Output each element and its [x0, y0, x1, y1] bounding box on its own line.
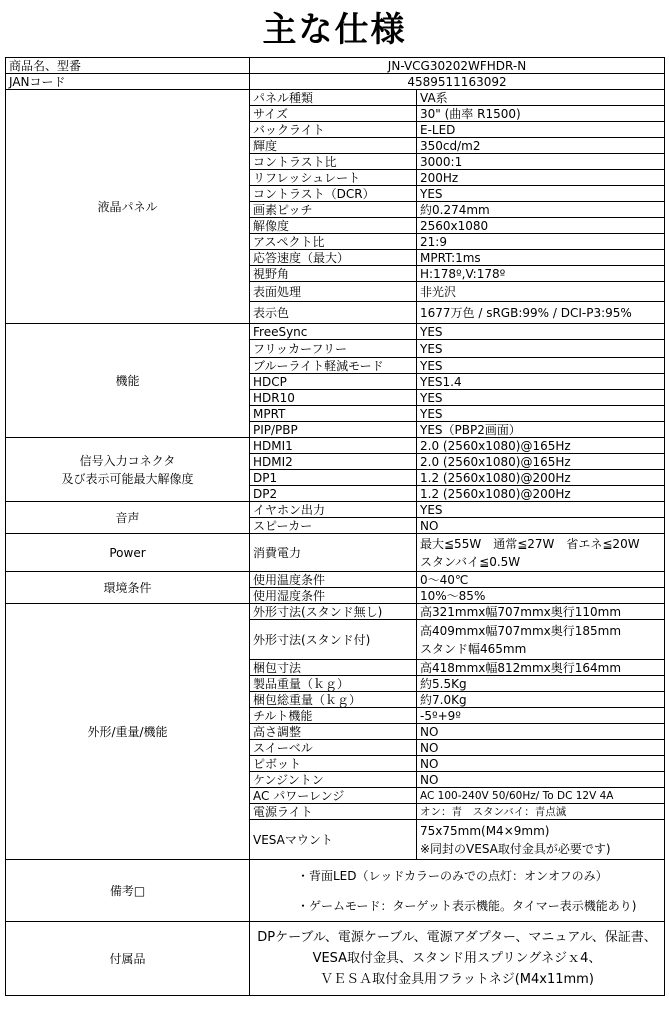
- spec-label: サイズ: [250, 106, 417, 122]
- spec-label: ブルーライト軽減モード: [250, 358, 417, 374]
- category-audio-line: 音声: [115, 510, 140, 525]
- table-row: [6, 534, 665, 572]
- spec-value: 1.2 (2560x1080)@200Hz: [417, 470, 665, 486]
- spec-label: 高さ調整: [250, 724, 417, 740]
- spec-value: YES: [417, 186, 665, 202]
- category-power-line: Power: [109, 545, 146, 560]
- spec-label: HDMI1: [250, 438, 417, 454]
- spec-value: [417, 620, 665, 660]
- spec-value: YES: [417, 502, 665, 518]
- spec-label: PIP/PBP: [250, 422, 417, 438]
- spec-label: スイーベル: [250, 740, 417, 756]
- table-row: [6, 604, 665, 620]
- category-accessories: [6, 922, 250, 996]
- spec-label: HDMI2: [250, 454, 417, 470]
- spec-label: HDCP: [250, 374, 417, 390]
- category-environment-line: 環境条件: [103, 580, 152, 595]
- spec-label: 製品重量（ｋｇ）: [250, 676, 417, 692]
- spec-label: スピーカー: [250, 518, 417, 534]
- spec-label: VESAマウント: [250, 820, 417, 860]
- spec-label: コントラスト（DCR）: [250, 186, 417, 202]
- spec-value: 2560x1080: [417, 218, 665, 234]
- table-row: [6, 502, 665, 518]
- spec-label: 外形寸法(スタンド付): [250, 620, 417, 660]
- spec-value: 200Hz: [417, 170, 665, 186]
- spec-label: HDR10: [250, 390, 417, 406]
- spec-label: 解像度: [250, 218, 417, 234]
- spec-label: 視野角: [250, 266, 417, 282]
- product-label: 商品名、型番: [6, 58, 250, 74]
- spec-value: 約5.5Kg: [417, 676, 665, 692]
- accessory-line: ＶＥＳＡ取付金具用フラットネジ(M4x11mm): [320, 972, 594, 987]
- spec-value: VA系: [417, 90, 665, 106]
- spec-value: 約7.0Kg: [417, 692, 665, 708]
- jan-label: JANコード: [6, 74, 250, 90]
- spec-value-line: ※同封のVESA取付金具が必要です): [420, 841, 611, 856]
- spec-label: フリッカーフリー: [250, 340, 417, 358]
- spec-value: 2.0 (2560x1080)@165Hz: [417, 438, 665, 454]
- spec-label: DP1: [250, 470, 417, 486]
- table-row: [6, 74, 665, 90]
- table-row: [6, 922, 665, 996]
- spec-value: YES: [417, 406, 665, 422]
- spec-value: NO: [417, 518, 665, 534]
- category-physical: [6, 604, 250, 860]
- spec-table: [5, 57, 665, 996]
- spec-value-line: 高409mmx幅707mmx奥行185mm: [420, 623, 622, 638]
- table-row: [6, 438, 665, 454]
- spec-label: リフレッシュレート: [250, 170, 417, 186]
- table-row: [6, 90, 665, 106]
- spec-label: 使用温度条件: [250, 572, 417, 588]
- spec-value: 21:9: [417, 234, 665, 250]
- spec-value: 3000:1: [417, 154, 665, 170]
- spec-label: MPRT: [250, 406, 417, 422]
- category-inputs-line: 及び表示可能最大解像度: [61, 471, 194, 486]
- spec-value: MPRT:1ms: [417, 250, 665, 266]
- spec-value: E-LED: [417, 122, 665, 138]
- category-accessories-line: 付属品: [109, 951, 146, 966]
- note-spacer: [253, 885, 661, 897]
- note-line: ・ゲームモード：ターゲット表示機能。タイマー表示機能あり): [297, 898, 637, 913]
- spec-value: -5º+9º: [417, 708, 665, 724]
- spec-value: YES: [417, 340, 665, 358]
- spec-label: コントラスト比: [250, 154, 417, 170]
- spec-label: ピボット: [250, 756, 417, 772]
- category-notes: [6, 860, 250, 922]
- spec-label: 電源ライト: [250, 804, 417, 820]
- spec-label: 使用湿度条件: [250, 588, 417, 604]
- spec-value: YES1.4: [417, 374, 665, 390]
- spec-value-line: 最大≦55W 通常≦27W 省エネ≦20W: [420, 536, 640, 551]
- spec-value: H:178º,V:178º: [417, 266, 665, 282]
- category-physical-line: 外形/重量/機能: [87, 724, 168, 739]
- spec-label: ケンジントン: [250, 772, 417, 788]
- spec-value: 2.0 (2560x1080)@165Hz: [417, 454, 665, 470]
- spec-value: オン：青 スタンバイ：青点滅: [417, 804, 665, 820]
- table-row: [6, 58, 665, 74]
- spec-value: 350cd/m2: [417, 138, 665, 154]
- category-inputs-line: 信号入力コネクタ: [79, 453, 176, 468]
- spec-value: 0～40℃: [417, 572, 665, 588]
- category-notes-line: 備考□: [109, 883, 146, 898]
- spec-value: 30" (曲率 R1500): [417, 106, 665, 122]
- category-audio: [6, 502, 250, 534]
- category-features-line: 機能: [115, 373, 140, 388]
- category-panel-line: 液晶パネル: [97, 199, 158, 214]
- spec-value: [417, 820, 665, 860]
- spec-label: バックライト: [250, 122, 417, 138]
- spec-value-line: 75x75mm(M4×9mm): [420, 823, 550, 838]
- jan-value: 4589511163092: [250, 74, 665, 90]
- spec-value: AC 100-240V 50/60Hz/ To DC 12V 4A: [417, 788, 665, 804]
- spec-value: 1.2 (2560x1080)@200Hz: [417, 486, 665, 502]
- spec-value: 非光沢: [417, 282, 665, 302]
- spec-label: 梱包総重量（ｋｇ）: [250, 692, 417, 708]
- spec-label: AC パワーレンジ: [250, 788, 417, 804]
- spec-value: NO: [417, 740, 665, 756]
- spec-label: 輝度: [250, 138, 417, 154]
- spec-value: YES: [417, 324, 665, 340]
- table-row: [6, 572, 665, 588]
- spec-value: YES: [417, 358, 665, 374]
- spec-label: パネル種類: [250, 90, 417, 106]
- spec-label: 表示色: [250, 302, 417, 324]
- spec-value-line: スタンド幅465mm: [420, 641, 527, 656]
- product-value: JN-VCG30202WFHDR-N: [250, 58, 665, 74]
- spec-label: DP2: [250, 486, 417, 502]
- spec-label: イヤホン出力: [250, 502, 417, 518]
- spec-label: チルト機能: [250, 708, 417, 724]
- page-title: 主な仕様: [262, 10, 407, 50]
- spec-value: 高321mmx幅707mmx奥行110mm: [417, 604, 665, 620]
- spec-label: 梱包寸法: [250, 660, 417, 676]
- category-features: [6, 324, 250, 438]
- spec-value: NO: [417, 724, 665, 740]
- note-line: ・背面LED（レッドカラーのみでの点灯：オンオフのみ）: [297, 868, 608, 883]
- category-panel: [6, 90, 250, 324]
- accessory-line: VESA取付金具、スタンド用スプリングネジｘ4、: [312, 951, 602, 966]
- spec-value: YES: [417, 390, 665, 406]
- notes-text: [250, 860, 665, 922]
- spec-label: FreeSync: [250, 324, 417, 340]
- spec-value: [417, 534, 665, 572]
- spec-value-line: スタンバイ≦0.5W: [420, 554, 521, 569]
- spec-value: 約0.274mm: [417, 202, 665, 218]
- spec-value: YES（PBP2画面）: [417, 422, 665, 438]
- spec-label: 外形寸法(スタンド無し): [250, 604, 417, 620]
- category-environment: [6, 572, 250, 604]
- category-inputs: [6, 438, 250, 502]
- spec-label: 応答速度（最大）: [250, 250, 417, 266]
- spec-value: 1677万色 / sRGB:99% / DCI-P3:95%: [417, 302, 665, 324]
- spec-label: アスペクト比: [250, 234, 417, 250]
- spec-label: 表面処理: [250, 282, 417, 302]
- table-row: [6, 860, 665, 922]
- category-power: [6, 534, 250, 572]
- table-row: [6, 324, 665, 340]
- spec-value: 10%～85%: [417, 588, 665, 604]
- spec-label: 画素ピッチ: [250, 202, 417, 218]
- accessories-text: [250, 922, 665, 996]
- spec-value: NO: [417, 772, 665, 788]
- spec-value: 高418mmx幅812mmx奥行164mm: [417, 660, 665, 676]
- accessory-line: DPケーブル、電源ケーブル、電源アダプター、マニュアル、保証書、: [257, 930, 657, 945]
- spec-value: NO: [417, 756, 665, 772]
- spec-label: 消費電力: [250, 534, 417, 572]
